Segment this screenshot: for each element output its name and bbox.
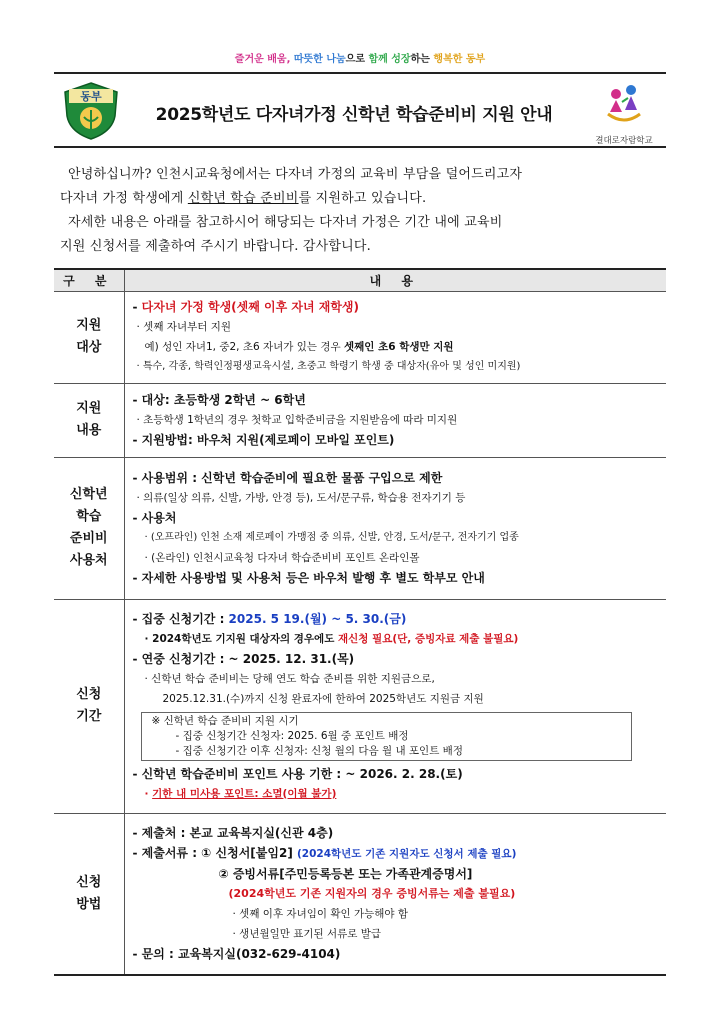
column-header-category: 구 분 — [54, 269, 124, 291]
school-name: 결대로자람학교 — [595, 136, 653, 146]
label-line: 내용 — [76, 423, 102, 438]
support-info-table — [54, 268, 666, 976]
school-logo — [588, 80, 660, 146]
content-line — [133, 609, 663, 629]
content-line — [133, 784, 663, 804]
content-line: · 셋째 이후 자녀임이 확인 가능해야 함 — [232, 908, 409, 921]
row-label — [54, 599, 124, 813]
table-header-row — [54, 269, 666, 291]
content-line — [133, 297, 663, 317]
motto-part: 으로 — [345, 54, 369, 65]
content-line: · (오프라인) 인천 소재 제로페이 가맹점 중 의류, 신발, 안경, 도서/문구, 전자기기 업종 — [144, 532, 519, 543]
label-line: 준비비 — [69, 531, 108, 546]
note-line: - 집중 신청기간 신청자: 2025. 6월 중 포인트 배정 — [175, 729, 409, 742]
intro-line — [60, 187, 666, 211]
label-line: 방법 — [76, 896, 102, 912]
highlight-text: (2024학년도 기존 지원자도 신청서 제출 필요) — [296, 848, 517, 861]
intro-text-part: 를 지원하고 있습니다. — [298, 191, 427, 206]
content-line: · 특수, 각종, 학력인정평생교육시설, 초중고 학령기 학생 중 대상자(유아 및 성인 미지원) — [136, 361, 521, 372]
content-line: 2025.12.31.(수)까지 신청 완료자에 한하여 2025학년도 지원금 지원 — [162, 692, 484, 705]
label-line: 신학년 — [69, 487, 108, 502]
content-line: - 연중 신청기간 : ~ 2025. 12. 31.(목) — [132, 651, 355, 666]
column-header-content: 내 용 — [124, 269, 666, 291]
label-line: 지원 — [76, 318, 102, 333]
text-part: · 2024학년도 기지원 대상자의 경우에도 — [144, 632, 338, 645]
content-line: ② 증빙서류[주민등록등본 또는 가족관계증명서] — [218, 867, 473, 882]
document-header — [54, 72, 666, 148]
school-emblem-icon — [60, 80, 122, 142]
row-label — [54, 457, 124, 599]
emblem-text: 동부 — [80, 90, 102, 103]
label-line: 신청 — [76, 874, 102, 890]
text-part: 예) 성인 자녀1, 중2, 초6 자녀가 있는 경우 — [144, 341, 345, 353]
motto-part: 하는 — [410, 54, 434, 65]
label-line: 사용처 — [69, 553, 108, 568]
table-row-target — [54, 291, 666, 383]
label-line: 지원 — [76, 401, 102, 416]
content-line — [133, 337, 663, 357]
date-range: 2025. 5 19.(월) ~ 5. 30.(금) — [228, 611, 407, 626]
row-content — [124, 813, 666, 975]
motto-part: 따뜻한 나눔 — [293, 54, 346, 65]
intro-line: 자세한 내용은 아래를 참고하시어 해당되는 다자녀 가정은 기간 내에 교육비 — [68, 215, 503, 230]
content-line: - 대상: 초등학생 2학년 ~ 6학년 — [132, 393, 306, 407]
table-row-period — [54, 599, 666, 813]
row-label — [54, 383, 124, 457]
content-line: - 신학년 학습준비비 포인트 사용 기한 : ~ 2026. 2. 28.(토) — [132, 766, 463, 781]
text-part: - 집중 신청기간 : — [132, 611, 229, 626]
highlight-text: 재신청 필요(단, 증빙자료 제출 불필요) — [338, 632, 519, 645]
motto-part: 즐거운 배움, — [234, 54, 294, 65]
dash: - — [132, 300, 142, 314]
content-line — [133, 843, 663, 864]
highlight-text: 기한 내 미사용 포인트: 소멸(이월 불가) — [152, 787, 337, 800]
intro-text-part: 다자녀 가정 학생에게 — [60, 191, 188, 206]
table-row-content — [54, 383, 666, 457]
row-content — [124, 383, 666, 457]
note-box — [141, 712, 633, 761]
label-line: 기간 — [76, 709, 102, 724]
content-line: - 자세한 사용방법 및 사용처 등은 바우처 발행 후 별도 학부모 안내 — [132, 571, 485, 585]
bold-text: 셋째인 초6 학생만 지원 — [344, 341, 454, 353]
content-line: · 신학년 학습 준비비는 당해 연도 학습 준비를 위한 지원금으로, — [144, 672, 435, 685]
content-line: · 의류(일상 의류, 신발, 가방, 안경 등), 도서/문구류, 학습용 전자기기 등 — [136, 492, 466, 504]
content-line: · (온라인) 인천시교육청 다자녀 학습준비비 포인트 온라인몰 — [144, 552, 420, 564]
logo-figures-icon — [600, 80, 648, 128]
motto-part: 함께 성장 — [368, 54, 411, 65]
label-line: 신청 — [76, 687, 102, 702]
page-title: 2025학년도 다자녀가정 신학년 학습준비비 지원 안내 — [155, 105, 553, 125]
text-part: - 제출서류 : ① 신청서[붙임2] — [132, 846, 297, 861]
table-row-method — [54, 813, 666, 975]
note-line: - 집중 신청기간 이후 신청자: 신청 월의 다음 월 내 포인트 배정 — [175, 744, 463, 757]
intro-line: 지원 신청서를 제출하여 주시기 바랍니다. 감사합니다. — [60, 239, 372, 254]
motto-part: 행복한 동부 — [433, 54, 486, 65]
row-content — [124, 457, 666, 599]
content-line: - 사용처 — [132, 511, 177, 525]
content-line: - 지원방법: 바우처 지원(제로페이 모바일 포인트) — [132, 433, 395, 447]
row-content — [124, 291, 666, 383]
content-line — [133, 629, 663, 649]
intro-line: 안녕하십니까? 인천시교육청에서는 다자녀 가정의 교육비 부담을 덜어드리고자 — [68, 167, 523, 182]
intro-text — [60, 163, 666, 259]
note-line: ※ 신학년 학습 준비비 지원 시기 — [151, 714, 299, 727]
label-line: 대상 — [76, 340, 102, 355]
content-line: - 제출처 : 본교 교육복지실(신관 4층) — [132, 826, 334, 841]
content-line: - 사용범위 : 신학년 학습준비에 필요한 물품 구입으로 제한 — [132, 471, 443, 485]
row-content — [124, 599, 666, 813]
school-motto — [0, 50, 720, 65]
label-line: 학습 — [76, 509, 102, 524]
content-line: · 셋째 자녀부터 지원 — [136, 321, 231, 333]
row-label — [54, 813, 124, 975]
row-label — [54, 291, 124, 383]
highlight-text: 다자녀 가정 학생(셋째 이후 자녀 재학생) — [141, 300, 360, 314]
intro-underline: 신학년 학습 준비비 — [187, 191, 299, 206]
content-line: · 초등학생 1학년의 경우 첫학교 입학준비금을 지원받음에 따라 미지원 — [136, 414, 458, 426]
content-line: - 문의 : 교육복지실(032-629-4104) — [132, 947, 341, 962]
content-line: · 생년월일만 표기된 서류로 발급 — [232, 928, 382, 941]
dot: · — [144, 787, 153, 800]
content-line: (2024학년도 기존 지원자의 경우 증빙서류는 제출 불필요) — [228, 887, 516, 901]
table-row-usage — [54, 457, 666, 599]
